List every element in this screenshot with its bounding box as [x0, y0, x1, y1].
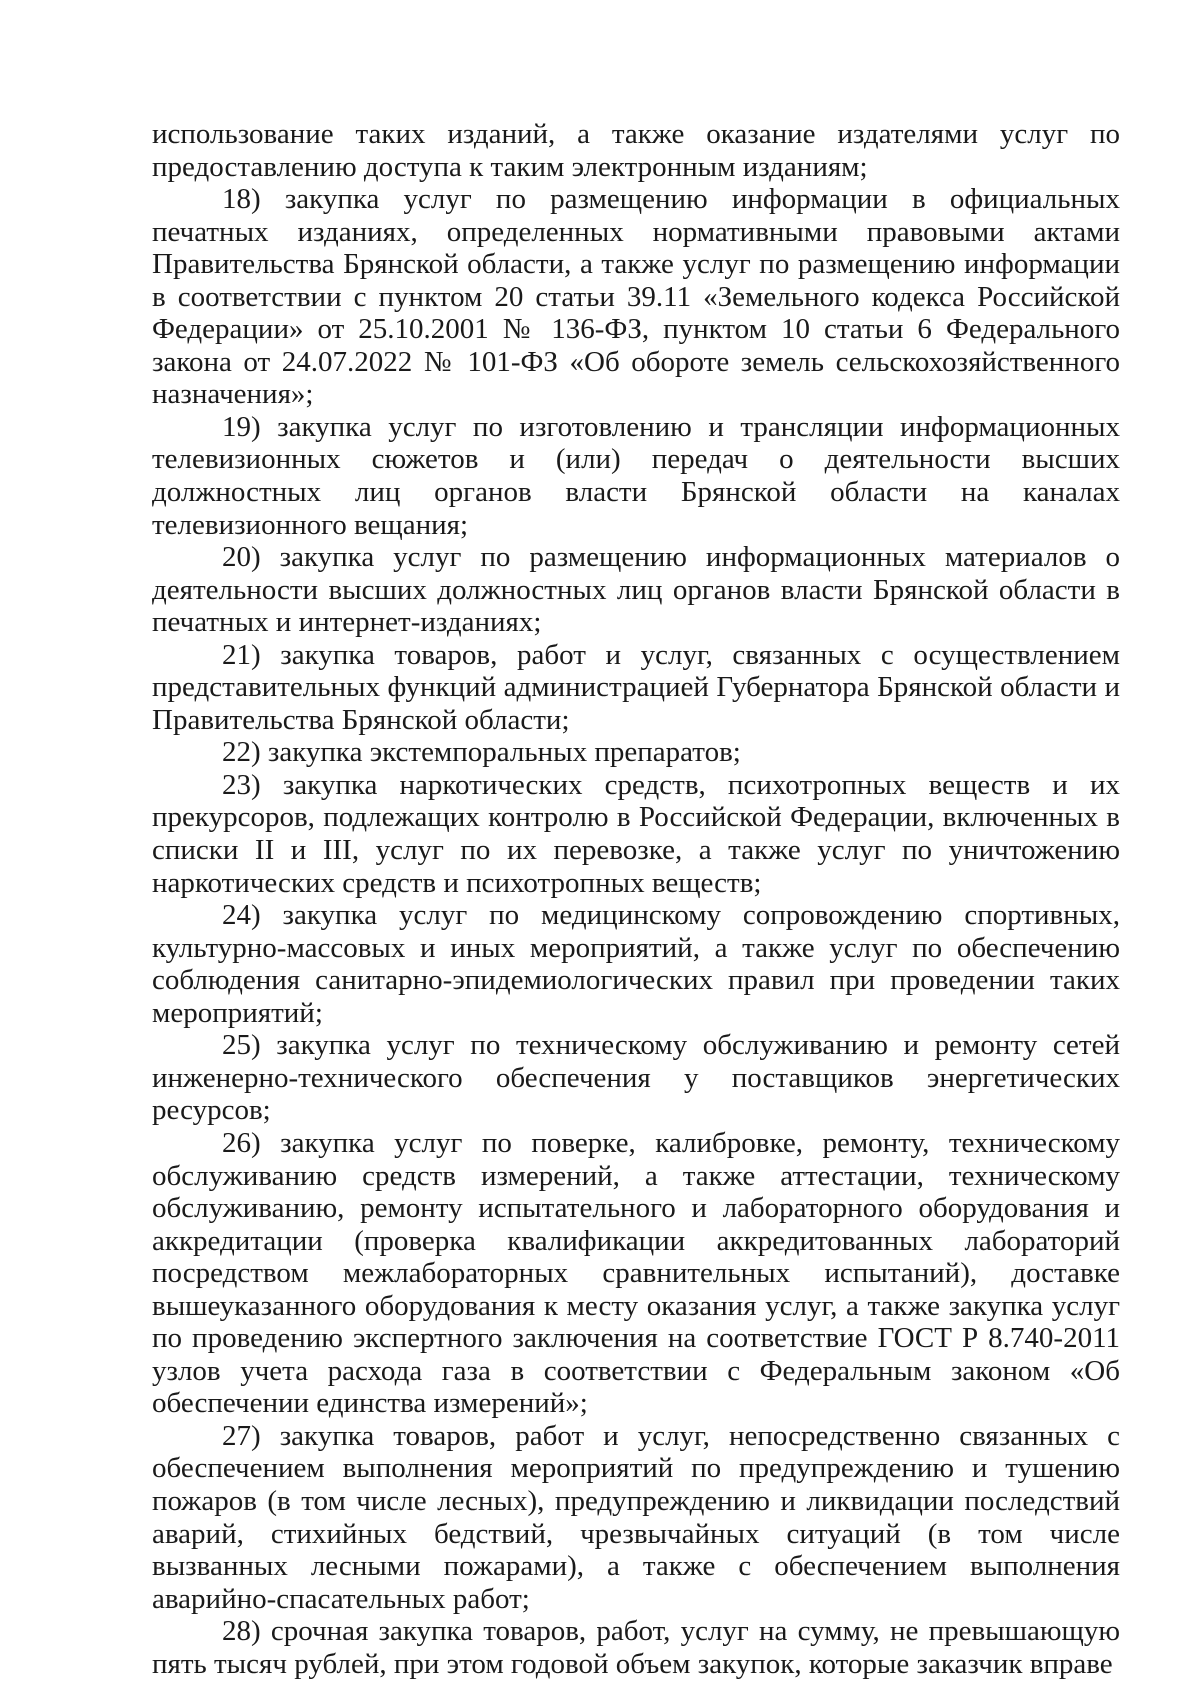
document-body	[152, 118, 1120, 1680]
paragraph-item-28: 28) срочная закупка товаров, работ, услуг на сумму, не превышающую пять тысяч рублей, при этом годовой объем закупок, которые заказчик вправе	[152, 1615, 1120, 1680]
paragraph-item-25: 25) закупка услуг по техническому обслуживанию и ремонту сетей инженерно-технического обеспечения у поставщиков энергетических ресурсов;	[152, 1029, 1120, 1127]
paragraph-item-20: 20) закупка услуг по размещению информационных материалов о деятельности высших должностных лиц органов власти Брянской области в печатных и интернет-изданиях;	[152, 541, 1120, 639]
paragraph-item-24: 24) закупка услуг по медицинскому сопровождению спортивных, культурно-массовых и иных мероприятий, а также услуг по обеспечению соблюдения санитарно-эпидемиологических правил при проведении таких мероприятий;	[152, 899, 1120, 1029]
paragraph-item-18: 18) закупка услуг по размещению информации в официальных печатных изданиях, определенных нормативными правовыми актами Правительства Брянской области, а также услуг по размещению информации в соответствии с пунктом 20 статьи 39.11 «Земельного кодекса Российской Федерации» от 25.10.2001 № 136-ФЗ, пунктом 10 статьи 6 Федерального закона от 24.07.2022 № 101-ФЗ «Об обороте земель сельскохозяйственного назначения»;	[152, 183, 1120, 411]
paragraph-item-27: 27) закупка товаров, работ и услуг, непосредственно связанных с обеспечением выполнения мероприятий по предупреждению и тушению пожаров (в том числе лесных), предупреждению и ликвидации последствий аварий, стихийных бедствий, чрезвычайных ситуаций (в том числе вызванных лесными пожарами), а также с обеспечением выполнения аварийно-спасательных работ;	[152, 1419, 1120, 1615]
paragraph-item-22: 22) закупка экстемпоральных препаратов;	[222, 736, 741, 769]
paragraph-item-21: 21) закупка товаров, работ и услуг, связанных с осуществлением представительных функций администрацией Губернатора Брянской области и Правительства Брянской области;	[152, 638, 1120, 736]
paragraph-item-19: 19) закупка услуг по изготовлению и трансляции информационных телевизионных сюжетов и (или) передач о деятельности высших должностных лиц органов власти Брянской области на каналах телевизионного вещания;	[152, 410, 1120, 541]
paragraph-item-23: 23) закупка наркотических средств, психотропных веществ и их прекурсоров, подлежащих контролю в Российской Федерации, включенных в списки II и III, услуг по их перевозке, а также услуг по уничтожению наркотических средств и психотропных веществ;	[152, 768, 1120, 899]
paragraph-item-26: 26) закупка услуг по поверке, калибровке, ремонту, техническому обслуживанию средств измерений, а также аттестации, техническому обслуживанию, ремонту испытательного и лабораторного оборудования и аккредитации (проверка квалификации аккредитованных лабораторий посредством межлабораторных сравнительных испытаний), доставке вышеуказанного оборудования к месту оказания услуг, а также закупка услуг по проведению экспертного заключения на соответствие ГОСТ Р 8.740-2011 узлов учета расхода газа в соответствии с Федеральным законом «Об обеспечении единства измерений»;	[152, 1126, 1120, 1420]
paragraph-continuation: использование таких изданий, а также оказание издателями услуг по предоставлению доступа к таким электронным изданиям;	[152, 118, 1120, 183]
